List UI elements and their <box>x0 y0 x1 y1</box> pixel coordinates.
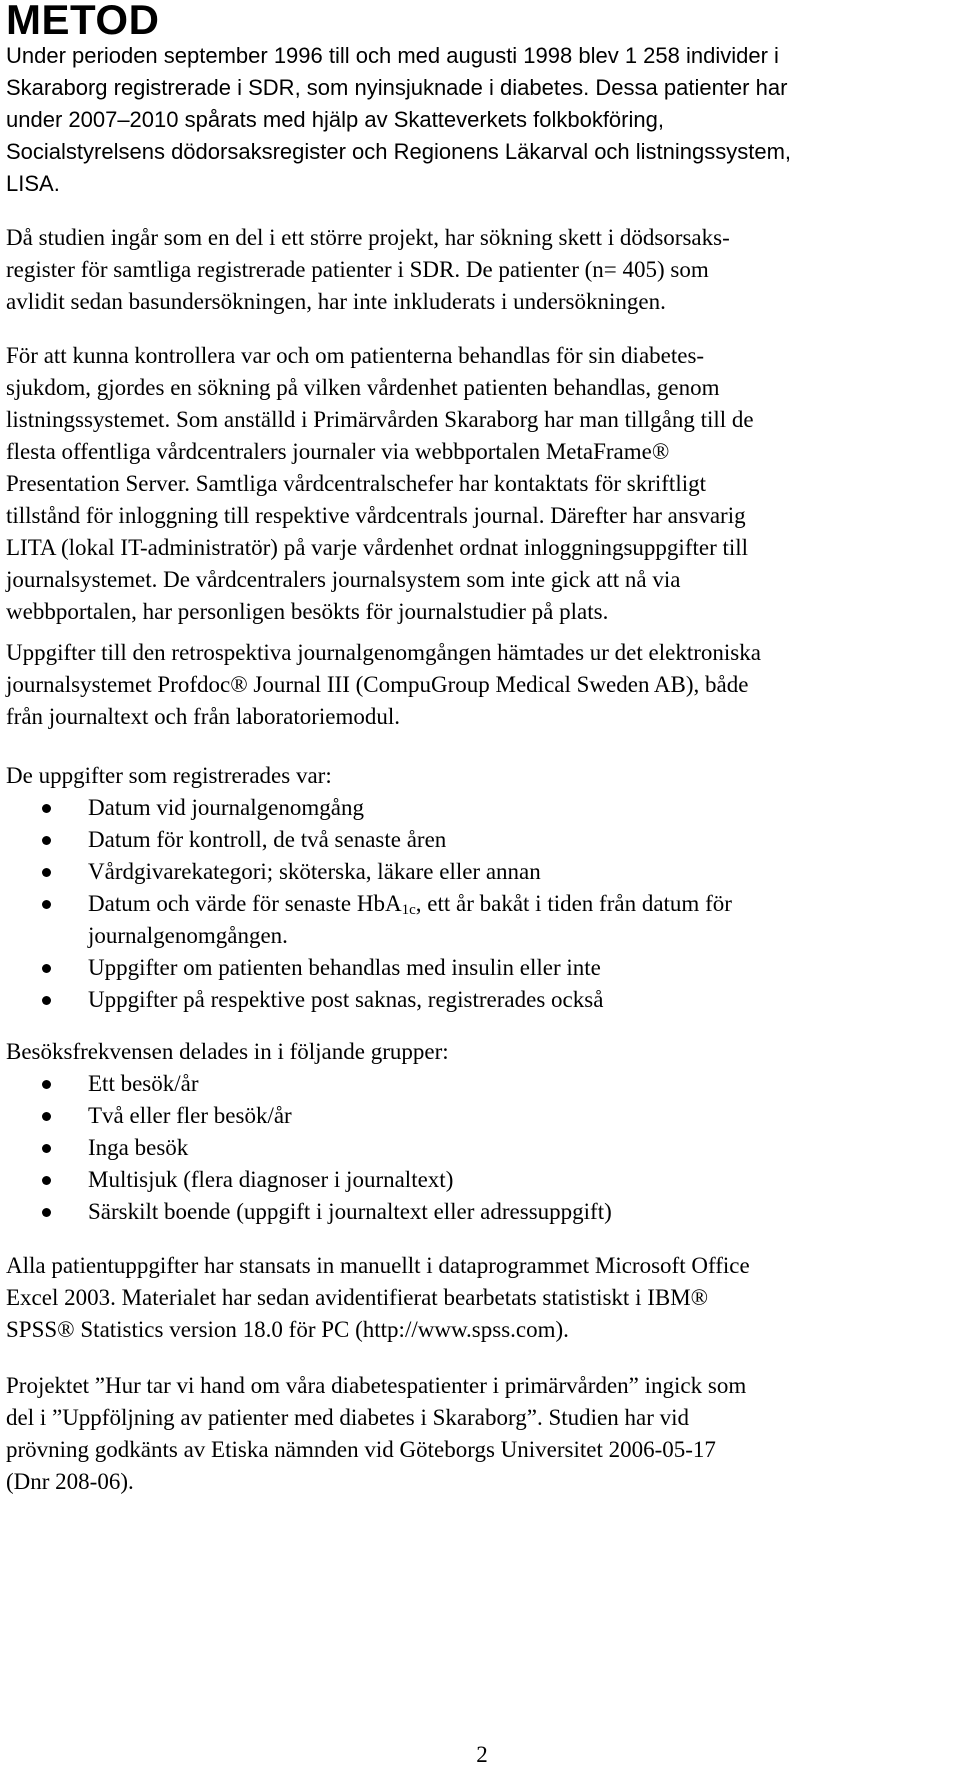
list-item: Ett besök/år <box>0 1068 960 1100</box>
section-heading: METOD <box>6 0 160 43</box>
paragraph-retrospective-review: Uppgifter till den retrospektiva journalgenomgången hämtades ur det elektroniska journalsystemet Profdoc® Journal III (CompuGroup Medical Sweden AB), både från journaltext och från laboratoriemodul. <box>6 640 761 729</box>
list-item: Särskilt boende (uppgift i journaltext eller adressuppgift) <box>0 1196 960 1228</box>
list-item: Datum vid journalgenomgång <box>0 792 960 824</box>
list-item: Uppgifter om patienten behandlas med insulin eller inte <box>0 952 960 984</box>
bullet-icon <box>42 1144 51 1153</box>
bullet-icon <box>42 900 51 909</box>
bullet-icon <box>42 1208 51 1217</box>
hba1c-subscript: 1c <box>401 902 416 918</box>
bullet-icon <box>42 996 51 1005</box>
bullet-icon <box>42 804 51 813</box>
page-number: 2 <box>476 1742 488 1767</box>
bullet-icon <box>42 1112 51 1121</box>
paragraph-data-processing: Alla patientuppgifter har stansats in manuellt i dataprogrammet Microsoft Office Excel 2003. Materialet har sedan avidentifierat bearbetats statistiskt i IBM® SPSS® Statistics version 18.0 för PC (http://www.spss.com). <box>6 1253 750 1342</box>
paragraph-study-population: Under perioden september 1996 till och med augusti 1998 blev 1 258 individer i Skaraborg registrerade i SDR, som nyinsjuknade i diabetes. Dessa patienter har under 2007–2010 spårats med hjälp av Skatteverkets folkbokföring, Socialstyrelsens dödorsaksregister och Regionens Läkarval och listningssystem, LISA. <box>6 43 792 196</box>
bullet-icon <box>42 868 51 877</box>
bullet-icon <box>42 964 51 973</box>
list-item: Datum för kontroll, de två senaste åren <box>0 824 960 856</box>
bullet-icon <box>42 1176 51 1185</box>
bullet-icon <box>42 836 51 845</box>
list-intro-visit-frequency: Besöksfrekvensen delades in i följande grupper: <box>6 1039 449 1064</box>
registered-data-list <box>0 792 960 1016</box>
list-item: Två eller fler besök/år <box>0 1100 960 1132</box>
paragraph-journal-access: För att kunna kontrollera var och om patienterna behandlas för sin diabetes- sjukdom, gjordes en sökning på vilken vårdenhet patienten behandlas, genom listningssystemet. Som anställd i Primärvården Skaraborg har man tillgång till de flesta offentliga vårdcentralers journaler via webbportalen MetaFrame® Presentation Server. Samtliga vårdcentralschefer har kontaktats för skriftligt tillstånd för inloggning till respektive vårdcentrals journal. Därefter har ansvarig LITA (lokal IT-administratör) på varje vårdenhet ordnat inloggningsuppgifter till journalsystemet. De vårdcentralers journalsystem som inte gick att nå via webbportalen, har personligen besökts för journalstudier på plats. <box>6 343 754 624</box>
list-intro-registered-data: De uppgifter som registrerades var: <box>6 763 332 788</box>
list-item: Uppgifter på respektive post saknas, registrerades också <box>0 984 960 1016</box>
bullet-icon <box>42 1080 51 1089</box>
list-item: Datum och värde för senaste HbA$_{1c}$, ett år bakåt i tiden från datum för journalgenomgången. <box>0 888 960 952</box>
visit-frequency-list <box>0 1068 960 1228</box>
list-item: Vårdgivarekategori; sköterska, läkare eller annan <box>0 856 960 888</box>
list-item: Multisjuk (flera diagnoser i journaltext) <box>0 1164 960 1196</box>
paragraph-ethics-approval: Projektet ”Hur tar vi hand om våra diabetespatienter i primärvården” ingick som del i ”Uppföljning av patienter med diabetes i Skaraborg”. Studien har vid prövning godkänts av Etiska nämnden vid Göteborgs Universitet 2006-05-17 (Dnr 208-06). <box>6 1373 747 1494</box>
paragraph-death-register: Då studien ingår som en del i ett större projekt, har sökning skett i dödsorsaks- register för samtliga registrerade patienter i SDR. De patienter (n= 405) som avlidit sedan basundersökningen, har inte inkluderats i undersökningen. <box>6 225 730 314</box>
list-item: Inga besök <box>0 1132 960 1164</box>
